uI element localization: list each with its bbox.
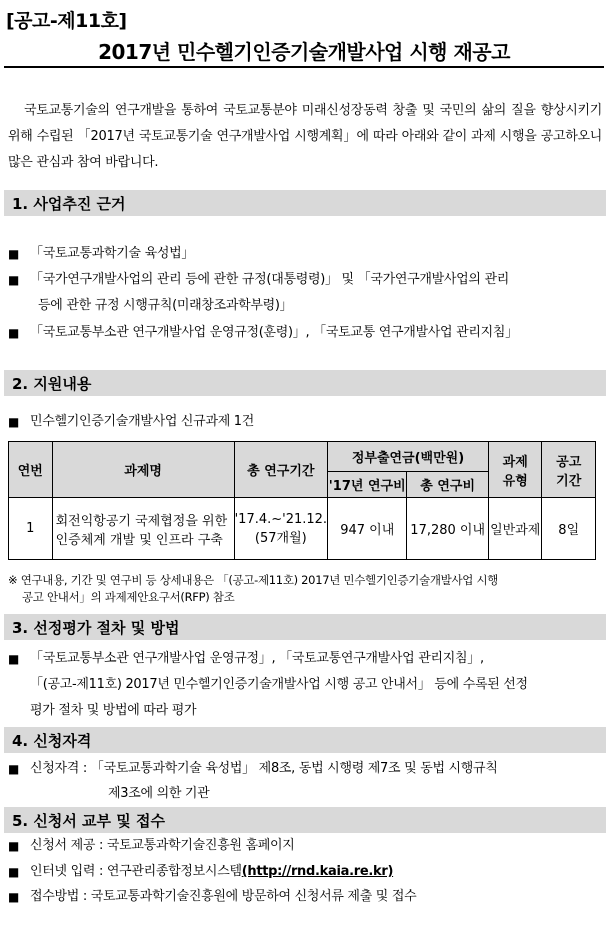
bullet-icon: ■ — [8, 326, 20, 340]
cell-fund-total: 17,280 이내 — [407, 498, 489, 560]
title-divider — [4, 66, 604, 68]
list-item: ■ 접수방법 : 국토교통과학기술진흥원에 방문하여 신청서류 제출 및 접수 — [8, 884, 604, 911]
bullet-icon: ■ — [8, 652, 20, 666]
rnd-system-link[interactable]: (http://rnd.kaia.re.kr) — [241, 864, 394, 879]
list-item-continuation: 제3조에 의한 기관 — [108, 786, 210, 801]
header-project-name: 과제명 — [52, 442, 234, 498]
table-footnote: ※ 연구내용, 기간 및 연구비 등 상세내용은 「(공고-제11호) 2017년 민수헬기인증기술개발사업 시행 공고 안내서」의 과제제안요구서(RFP) 참조 — [8, 573, 499, 604]
cell-period: '17.4.~'21.12. (57개월) — [234, 498, 327, 560]
header-fund-17: '17년 연구비 — [328, 472, 407, 498]
list-item: ■ 신청서 제공 : 국토교통과학기술진흥원 홈페이지 — [8, 833, 604, 860]
bullet-icon: ■ — [8, 890, 20, 904]
cell-project-name: 회전익항공기 국제협정을 위한 인증체계 개발 및 인프라 구축 — [52, 498, 234, 560]
cell-notice-period: 8일 — [542, 498, 596, 560]
header-no: 연번 — [9, 442, 53, 498]
section-heading-basis: 1. 사업추진 근거 — [4, 190, 606, 216]
list-item: ■ 「국가연구개발사업의 관리 등에 관한 규정(대통령령)」 및 「국가연구개발사업의 관리 — [8, 267, 604, 294]
header-type: 과제 유형 — [488, 442, 542, 498]
bullet-icon: ■ — [8, 865, 20, 879]
list-item: ■ 신청자격 : 「국토교통과학기술 육성법」 제8조, 동법 시행령 제7조 및 동법 시행규칙 — [8, 756, 604, 783]
header-notice-period: 공고 기간 — [542, 442, 596, 498]
list-item-continuation: 평가 절차 및 방법에 따라 평가 — [30, 703, 197, 718]
header-period: 총 연구기간 — [234, 442, 327, 498]
bullet-icon: ■ — [8, 273, 20, 287]
cell-type: 일반과제 — [488, 498, 542, 560]
list-item: ■ 「국토교통과학기술 육성법」 — [8, 241, 604, 268]
bullet-icon: ■ — [8, 415, 20, 429]
table-row — [9, 498, 596, 560]
project-table — [8, 441, 596, 560]
section-heading-application: 5. 신청서 교부 및 접수 — [4, 807, 606, 833]
section-heading-support: 2. 지원내용 — [4, 370, 606, 396]
page-title: 2017년 민수헬기인증기술개발사업 시행 재공고 — [98, 40, 510, 64]
header-gov-fund: 정부출연금(백만원) — [328, 442, 489, 472]
list-item: ■ 「국토교통부소관 연구개발사업 운영규정」, 「국토교통연구개발사업 관리지침」, — [8, 646, 604, 673]
list-item: ■ 「국토교통부소관 연구개발사업 운영규정(훈령)」, 「국토교통 연구개발사업 관리지침」 — [8, 320, 604, 347]
bullet-icon: ■ — [8, 247, 20, 261]
notice-number: [공고-제11호] — [6, 10, 127, 32]
list-item-continuation: 등에 관한 규정 시행규칙(미래창조과학부령)」 — [38, 298, 293, 313]
section-heading-eligibility: 4. 신청자격 — [4, 727, 606, 753]
header-fund-total: 총 연구비 — [407, 472, 489, 498]
bullet-icon: ■ — [8, 839, 20, 853]
list-item-continuation: 「(공고-제11호) 2017년 민수헬기인증기술개발사업 시행 공고 안내서」 등에 수록된 선정 — [30, 677, 528, 692]
cell-fund-17: 947 이내 — [328, 498, 407, 560]
list-item: ■ 인터넷 입력 : 연구관리종합정보시스템(http://rnd.kaia.re.kr) — [8, 859, 604, 886]
bullet-icon: ■ — [8, 762, 20, 776]
section-heading-evaluation: 3. 선정평가 절차 및 방법 — [4, 614, 606, 640]
list-item: ■ 민수헬기인증기술개발사업 신규과제 1건 — [8, 409, 604, 436]
intro-paragraph: 국토교통기술의 연구개발을 통하여 국토교통분야 미래신성장동력 창출 및 국민의 삶의 질을 향상시키기 위해 수립된 「2017년 국토교통기술 연구개발사업 시행계획」에 따라 아래와 같이 과제 시행을 공고하오니 많은 관심과 참여 바랍니다. — [8, 103, 602, 170]
cell-no: 1 — [9, 498, 53, 560]
